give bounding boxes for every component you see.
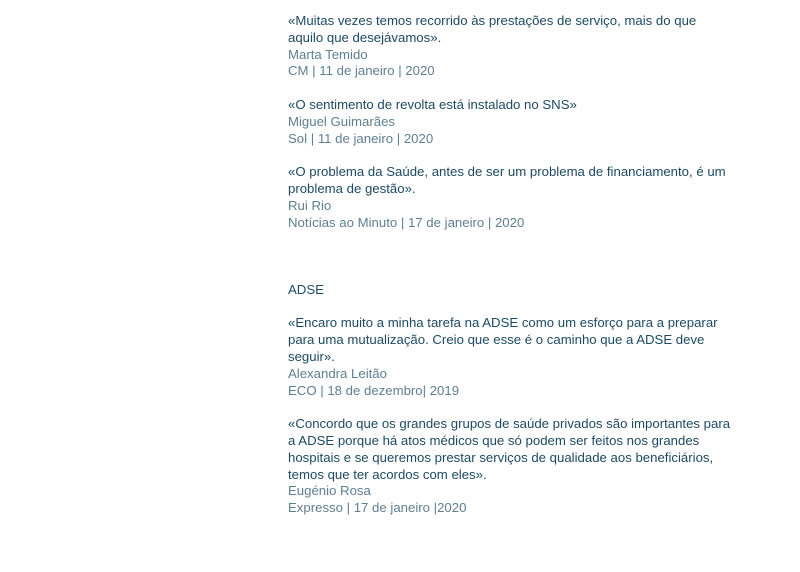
quote-source: ECO | 18 de dezembro| 2019 — [288, 382, 460, 398]
quote-author: Marta Temido — [288, 46, 368, 62]
quotes-column — [288, 13, 733, 534]
quote-source: CM | 11 de janeiro | 2020 — [288, 63, 435, 79]
quote-source: Notícias ao Minuto | 17 de janeiro | 2020 — [288, 214, 525, 230]
section-heading-adse: ADSE — [288, 281, 324, 297]
quote-source: Sol | 11 de janeiro | 2020 — [288, 130, 434, 146]
quote-block — [288, 416, 733, 517]
quote-block — [288, 13, 733, 80]
quote-author: Miguel Guimarães — [288, 113, 396, 129]
quote-author: Eugénio Rosa — [288, 483, 371, 499]
quote-text: «Muitas vezes temos recorrido às prestações de serviço, mais do que aquilo que desejávamos». — [288, 13, 697, 45]
quote-block — [288, 97, 733, 147]
quote-block — [288, 315, 733, 399]
quote-text: «Concordo que os grandes grupos de saúde privados são importantes para a ADSE porque há atos médicos que só podem ser feitos nos grandes hospitais e se queremos prestar serviços de qualidade aos beneficiários, temos que ter acordos com eles». — [288, 416, 731, 482]
quote-source: Expresso | 17 de janeiro |2020 — [288, 500, 467, 516]
quote-text: «O problema da Saúde, antes de ser um problema de financiamento, é um problema de gestão». — [288, 164, 726, 196]
quote-author: Alexandra Leitão — [288, 365, 387, 381]
quote-author: Rui Rio — [288, 197, 332, 213]
quote-text: «Encaro muito a minha tarefa na ADSE como um esforço para a preparar para uma mutualização. Creio que esse é o caminho que a ADSE deve seguir». — [288, 315, 718, 364]
quote-text: «O sentimento de revolta está instalado no SNS» — [288, 96, 577, 112]
quote-block — [288, 164, 733, 231]
